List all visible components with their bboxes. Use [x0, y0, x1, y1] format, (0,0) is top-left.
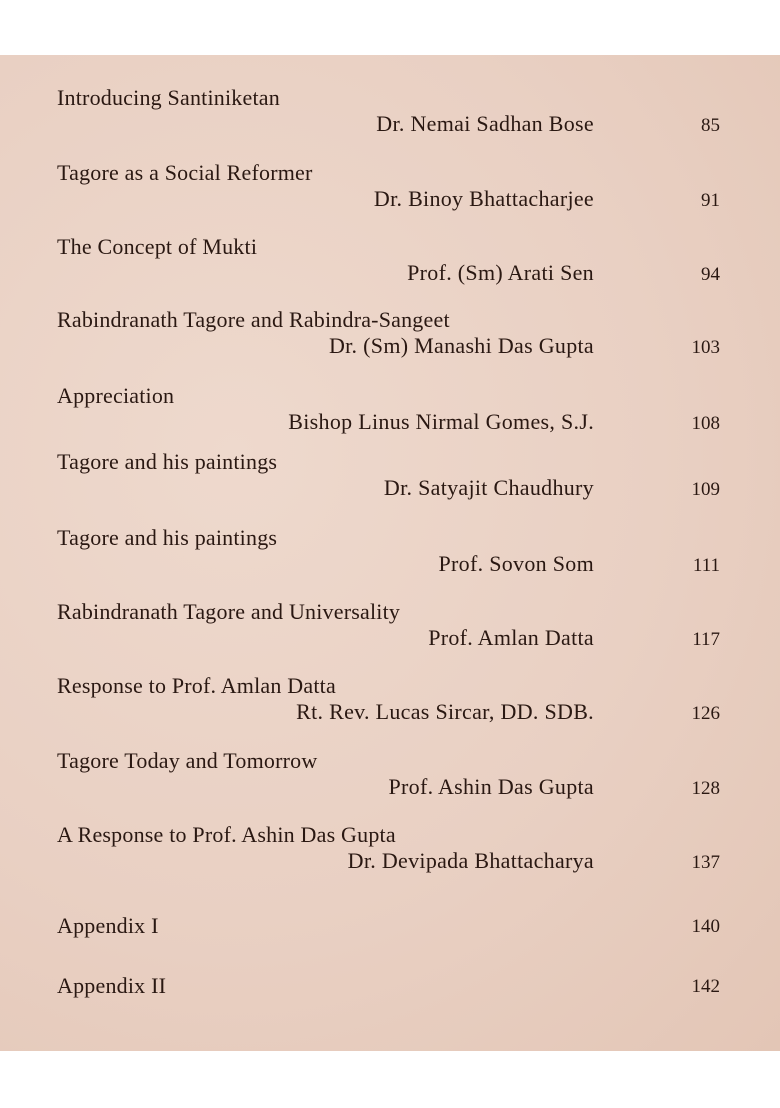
appendix-title: Appendix II [57, 973, 167, 998]
entry-author: Prof. (Sm) Arati Sen [407, 260, 594, 285]
entry-page-number: 108 [691, 413, 720, 434]
entry-title: Tagore as a Social Reformer [57, 160, 313, 185]
entry-page-number: 109 [691, 479, 720, 500]
entry-author: Rt. Rev. Lucas Sircar, DD. SDB. [296, 699, 594, 724]
entry-author: Prof. Amlan Datta [428, 625, 594, 650]
entry-title: Tagore and his paintings [57, 525, 278, 550]
entry-title: Tagore Today and Tomorrow [57, 748, 318, 773]
entry-page-number: 91 [701, 190, 720, 211]
entry-author: Prof. Ashin Das Gupta [388, 774, 594, 799]
appendix-title: Appendix I [57, 913, 159, 938]
entry-author: Prof. Sovon Som [438, 551, 594, 576]
entry-page-number: 117 [692, 629, 720, 650]
entry-title: Introducing Santiniketan [57, 85, 280, 110]
entry-page-number: 111 [692, 555, 720, 576]
entry-author: Dr. Satyajit Chaudhury [383, 475, 594, 500]
entry-title: Appreciation [57, 383, 175, 408]
entry-title: Response to Prof. Amlan Datta [57, 673, 336, 698]
entry-author: Dr. (Sm) Manashi Das Gupta [328, 333, 594, 358]
entry-page-number: 85 [701, 115, 720, 136]
entry-author: Bishop Linus Nirmal Gomes, S.J. [288, 409, 594, 434]
entry-title: Rabindranath Tagore and Rabindra-Sangeet [57, 307, 450, 332]
appendix-page-number: 140 [691, 916, 720, 937]
entry-page-number: 128 [691, 778, 720, 799]
entry-page-number: 103 [691, 337, 720, 358]
entry-author: Dr. Nemai Sadhan Bose [376, 111, 594, 136]
entry-page-number: 126 [691, 703, 720, 724]
entry-author: Dr. Binoy Bhattacharjee [373, 186, 594, 211]
book-page [0, 55, 780, 1051]
entry-title: A Response to Prof. Ashin Das Gupta [57, 822, 396, 847]
entry-title: Tagore and his paintings [57, 449, 278, 474]
entry-page-number: 137 [691, 852, 720, 873]
entry-page-number: 94 [701, 264, 720, 285]
entry-author: Dr. Devipada Bhattacharya [347, 848, 594, 873]
entry-title: The Concept of Mukti [57, 234, 258, 259]
appendix-page-number: 142 [691, 976, 720, 997]
entry-title: Rabindranath Tagore and Universality [57, 599, 401, 624]
